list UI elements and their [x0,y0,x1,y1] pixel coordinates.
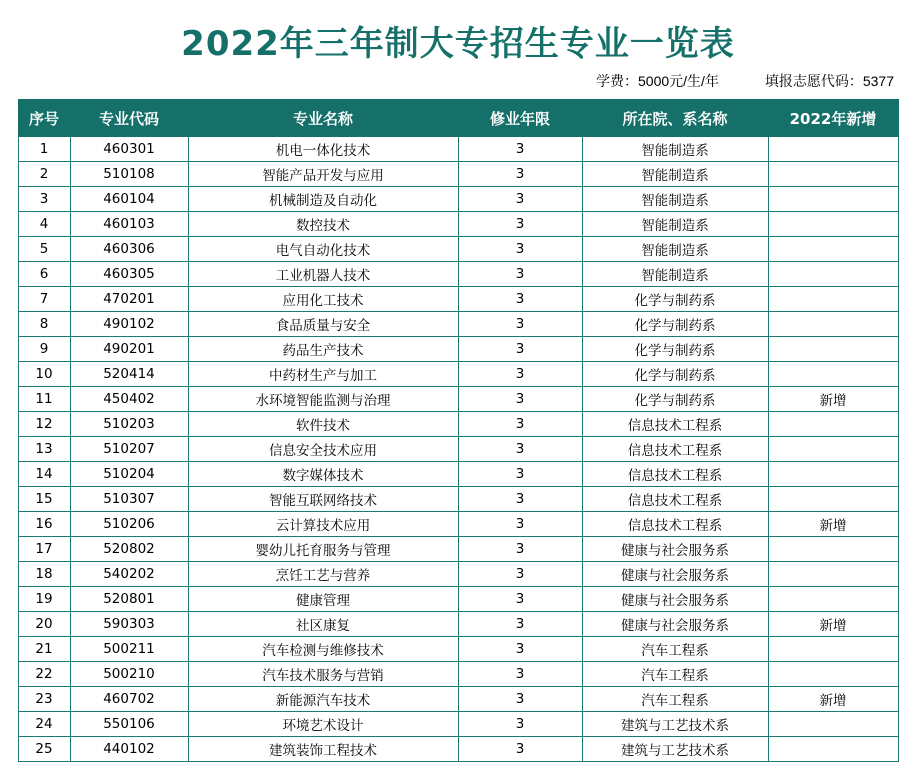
column-header-no: 序号 [18,100,70,137]
table-row [18,562,898,587]
cell-name: 建筑装饰工程技术 [188,737,458,762]
cell-code: 460103 [70,212,188,237]
cell-years: 3 [458,137,582,162]
cell-no: 16 [18,512,70,537]
cell-new [768,237,898,262]
cell-name: 食品质量与安全 [188,312,458,337]
cell-new [768,712,898,737]
cell-no: 22 [18,662,70,687]
cell-years: 3 [458,237,582,262]
cell-new [768,437,898,462]
table-row [18,662,898,687]
table-row [18,687,898,712]
cell-no: 11 [18,387,70,412]
cell-dept: 健康与社会服务系 [582,562,768,587]
cell-dept: 智能制造系 [582,212,768,237]
cell-name: 药品生产技术 [188,337,458,362]
cell-years: 3 [458,262,582,287]
cell-new [768,537,898,562]
cell-no: 19 [18,587,70,612]
cell-no: 2 [18,162,70,187]
cell-code: 590303 [70,612,188,637]
cell-dept: 健康与社会服务系 [582,537,768,562]
cell-years: 3 [458,212,582,237]
cell-years: 3 [458,712,582,737]
cell-no: 14 [18,462,70,487]
cell-years: 3 [458,737,582,762]
cell-new [768,162,898,187]
cell-years: 3 [458,287,582,312]
cell-no: 18 [18,562,70,587]
cell-new [768,187,898,212]
page-title: 2022年三年制大专招生专业一览表 [181,24,735,64]
tuition-fee-label: 学费：5000元/生/年 [596,73,719,89]
cell-no: 13 [18,437,70,462]
cell-code: 460305 [70,262,188,287]
cell-no: 5 [18,237,70,262]
cell-years: 3 [458,362,582,387]
cell-years: 3 [458,637,582,662]
cell-new [768,587,898,612]
cell-new [768,362,898,387]
cell-code: 510204 [70,462,188,487]
cell-new [768,662,898,687]
cell-code: 490201 [70,337,188,362]
cell-dept: 化学与制药系 [582,287,768,312]
cell-dept: 信息技术工程系 [582,512,768,537]
table-row [18,362,898,387]
table-row [18,337,898,362]
cell-no: 12 [18,412,70,437]
cell-new [768,412,898,437]
cell-code: 490102 [70,312,188,337]
table-row [18,487,898,512]
table-header-row [18,100,898,137]
cell-no: 8 [18,312,70,337]
cell-new: 新增 [768,512,898,537]
table-row [18,637,898,662]
cell-dept: 建筑与工艺技术系 [582,712,768,737]
cell-dept: 信息技术工程系 [582,437,768,462]
cell-dept: 化学与制药系 [582,362,768,387]
cell-years: 3 [458,537,582,562]
cell-name: 数字媒体技术 [188,462,458,487]
cell-new [768,212,898,237]
cell-years: 3 [458,337,582,362]
cell-name: 健康管理 [188,587,458,612]
cell-no: 6 [18,262,70,287]
cell-years: 3 [458,612,582,637]
table-row [18,412,898,437]
table-row [18,462,898,487]
table-row [18,237,898,262]
table-row [18,212,898,237]
cell-dept: 建筑与工艺技术系 [582,737,768,762]
cell-code: 500210 [70,662,188,687]
cell-code: 510307 [70,487,188,512]
cell-name: 智能互联网络技术 [188,487,458,512]
cell-new [768,137,898,162]
column-header-code: 专业代码 [70,100,188,137]
cell-new [768,312,898,337]
subinfo-line [0,71,916,91]
column-header-new: 2022年新增 [768,100,898,137]
cell-code: 510203 [70,412,188,437]
cell-new [768,462,898,487]
cell-years: 3 [458,687,582,712]
cell-years: 3 [458,562,582,587]
cell-code: 460702 [70,687,188,712]
cell-code: 540202 [70,562,188,587]
cell-name: 环境艺术设计 [188,712,458,737]
cell-dept: 化学与制药系 [582,337,768,362]
table-row [18,737,898,762]
cell-new [768,637,898,662]
table-row [18,512,898,537]
cell-name: 智能产品开发与应用 [188,162,458,187]
cell-no: 4 [18,212,70,237]
cell-code: 510108 [70,162,188,187]
cell-dept: 汽车工程系 [582,637,768,662]
cell-name: 应用化工技术 [188,287,458,312]
cell-new [768,737,898,762]
cell-new [768,262,898,287]
cell-dept: 健康与社会服务系 [582,587,768,612]
cell-years: 3 [458,587,582,612]
cell-years: 3 [458,162,582,187]
cell-dept: 汽车工程系 [582,662,768,687]
column-header-dept: 所在院、系名称 [582,100,768,137]
cell-name: 中药材生产与加工 [188,362,458,387]
column-header-name: 专业名称 [188,100,458,137]
cell-code: 460306 [70,237,188,262]
table-row [18,287,898,312]
cell-name: 机械制造及自动化 [188,187,458,212]
cell-dept: 信息技术工程系 [582,462,768,487]
application-code-label: 填报志愿代码：5377 [764,73,894,89]
table-row [18,262,898,287]
cell-no: 25 [18,737,70,762]
cell-code: 450402 [70,387,188,412]
cell-code: 460301 [70,137,188,162]
cell-name: 电气自动化技术 [188,237,458,262]
cell-years: 3 [458,387,582,412]
majors-table [18,99,899,762]
cell-years: 3 [458,512,582,537]
cell-code: 510206 [70,512,188,537]
cell-years: 3 [458,437,582,462]
cell-name: 社区康复 [188,612,458,637]
cell-years: 3 [458,487,582,512]
cell-dept: 信息技术工程系 [582,412,768,437]
cell-name: 信息安全技术应用 [188,437,458,462]
cell-code: 520414 [70,362,188,387]
table-body [18,137,898,762]
cell-new: 新增 [768,387,898,412]
cell-name: 新能源汽车技术 [188,687,458,712]
cell-new [768,487,898,512]
cell-dept: 汽车工程系 [582,687,768,712]
cell-no: 10 [18,362,70,387]
cell-years: 3 [458,312,582,337]
column-header-years: 修业年限 [458,100,582,137]
cell-name: 工业机器人技术 [188,262,458,287]
cell-new [768,287,898,312]
cell-no: 1 [18,137,70,162]
table-row [18,187,898,212]
cell-dept: 智能制造系 [582,262,768,287]
cell-name: 云计算技术应用 [188,512,458,537]
cell-name: 汽车技术服务与营销 [188,662,458,687]
cell-name: 数控技术 [188,212,458,237]
cell-new [768,337,898,362]
cell-code: 440102 [70,737,188,762]
cell-code: 470201 [70,287,188,312]
cell-dept: 智能制造系 [582,162,768,187]
cell-code: 520801 [70,587,188,612]
table-row [18,712,898,737]
cell-no: 21 [18,637,70,662]
table-row [18,162,898,187]
table-row [18,312,898,337]
cell-code: 510207 [70,437,188,462]
cell-new: 新增 [768,687,898,712]
cell-no: 15 [18,487,70,512]
cell-no: 20 [18,612,70,637]
cell-new: 新增 [768,612,898,637]
table-row [18,587,898,612]
table-row [18,137,898,162]
cell-name: 汽车检测与维修技术 [188,637,458,662]
cell-name: 婴幼儿托育服务与管理 [188,537,458,562]
cell-dept: 智能制造系 [582,137,768,162]
cell-no: 9 [18,337,70,362]
cell-code: 520802 [70,537,188,562]
cell-dept: 信息技术工程系 [582,487,768,512]
cell-years: 3 [458,187,582,212]
cell-dept: 化学与制药系 [582,312,768,337]
table-row [18,387,898,412]
cell-years: 3 [458,412,582,437]
cell-dept: 化学与制药系 [582,387,768,412]
cell-no: 24 [18,712,70,737]
cell-no: 3 [18,187,70,212]
table-row [18,437,898,462]
cell-years: 3 [458,662,582,687]
table-row [18,537,898,562]
cell-dept: 健康与社会服务系 [582,612,768,637]
cell-name: 软件技术 [188,412,458,437]
cell-code: 550106 [70,712,188,737]
cell-code: 460104 [70,187,188,212]
table-row [18,612,898,637]
cell-name: 水环境智能监测与治理 [188,387,458,412]
cell-dept: 智能制造系 [582,237,768,262]
cell-no: 23 [18,687,70,712]
cell-years: 3 [458,462,582,487]
cell-name: 烹饪工艺与营养 [188,562,458,587]
cell-dept: 智能制造系 [582,187,768,212]
cell-new [768,562,898,587]
cell-name: 机电一体化技术 [188,137,458,162]
cell-no: 17 [18,537,70,562]
cell-code: 500211 [70,637,188,662]
cell-no: 7 [18,287,70,312]
